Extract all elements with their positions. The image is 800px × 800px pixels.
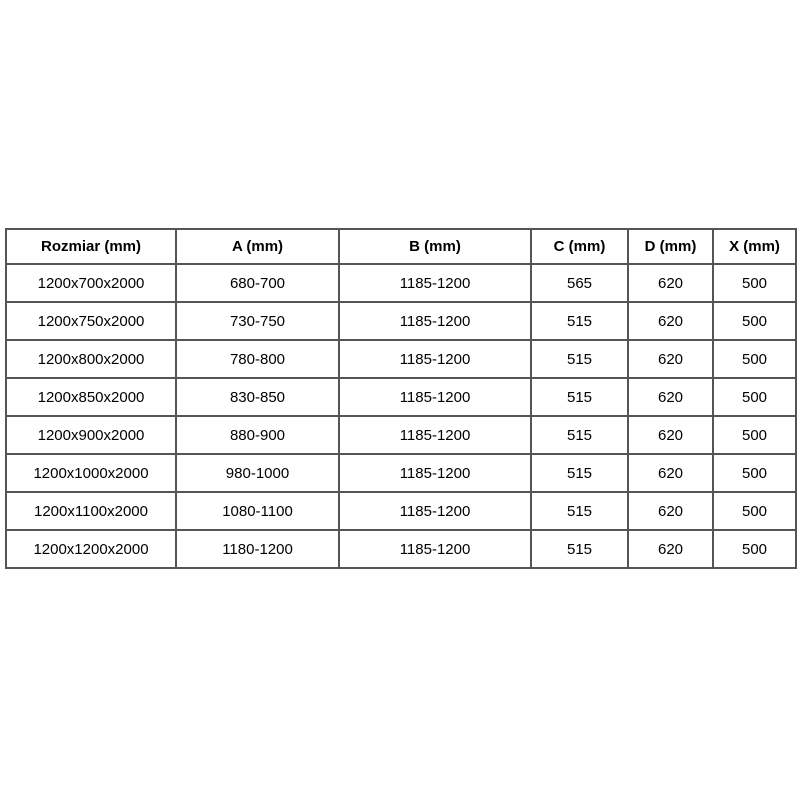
- column-header-c: C (mm): [531, 229, 628, 264]
- cell-x: 500: [713, 492, 796, 530]
- cell-d: 620: [628, 492, 713, 530]
- table-row: [6, 302, 796, 340]
- cell-d: 620: [628, 530, 713, 568]
- cell-a: 980-1000: [176, 454, 339, 492]
- cell-rozmiar: 1200x800x2000: [6, 340, 176, 378]
- cell-x: 500: [713, 454, 796, 492]
- cell-b: 1185-1200: [339, 340, 531, 378]
- cell-x: 500: [713, 378, 796, 416]
- cell-a: 780-800: [176, 340, 339, 378]
- column-header-rozmiar: Rozmiar (mm): [6, 229, 176, 264]
- cell-rozmiar: 1200x1000x2000: [6, 454, 176, 492]
- table-row: [6, 264, 796, 302]
- cell-d: 620: [628, 264, 713, 302]
- table-row: [6, 454, 796, 492]
- cell-b: 1185-1200: [339, 454, 531, 492]
- cell-b: 1185-1200: [339, 416, 531, 454]
- cell-a: 730-750: [176, 302, 339, 340]
- cell-rozmiar: 1200x850x2000: [6, 378, 176, 416]
- cell-c: 515: [531, 302, 628, 340]
- cell-rozmiar: 1200x750x2000: [6, 302, 176, 340]
- header-row: [6, 229, 796, 264]
- cell-d: 620: [628, 302, 713, 340]
- cell-a: 830-850: [176, 378, 339, 416]
- cell-a: 880-900: [176, 416, 339, 454]
- cell-x: 500: [713, 302, 796, 340]
- cell-c: 565: [531, 264, 628, 302]
- cell-d: 620: [628, 454, 713, 492]
- column-header-a: A (mm): [176, 229, 339, 264]
- column-header-d: D (mm): [628, 229, 713, 264]
- cell-x: 500: [713, 264, 796, 302]
- cell-c: 515: [531, 378, 628, 416]
- table-row: [6, 530, 796, 568]
- column-header-b: B (mm): [339, 229, 531, 264]
- cell-a: 680-700: [176, 264, 339, 302]
- table-row: [6, 492, 796, 530]
- cell-c: 515: [531, 492, 628, 530]
- cell-a: 1180-1200: [176, 530, 339, 568]
- cell-rozmiar: 1200x700x2000: [6, 264, 176, 302]
- table-row: [6, 340, 796, 378]
- cell-d: 620: [628, 340, 713, 378]
- cell-c: 515: [531, 530, 628, 568]
- cell-b: 1185-1200: [339, 530, 531, 568]
- table-row: [6, 378, 796, 416]
- cell-rozmiar: 1200x900x2000: [6, 416, 176, 454]
- size-spec-table-container: [5, 228, 795, 569]
- size-spec-table: [5, 228, 797, 569]
- cell-a: 1080-1100: [176, 492, 339, 530]
- cell-rozmiar: 1200x1100x2000: [6, 492, 176, 530]
- table-row: [6, 416, 796, 454]
- cell-x: 500: [713, 416, 796, 454]
- cell-rozmiar: 1200x1200x2000: [6, 530, 176, 568]
- cell-c: 515: [531, 454, 628, 492]
- cell-b: 1185-1200: [339, 302, 531, 340]
- cell-b: 1185-1200: [339, 492, 531, 530]
- cell-x: 500: [713, 340, 796, 378]
- cell-x: 500: [713, 530, 796, 568]
- cell-c: 515: [531, 416, 628, 454]
- cell-b: 1185-1200: [339, 378, 531, 416]
- cell-c: 515: [531, 340, 628, 378]
- cell-b: 1185-1200: [339, 264, 531, 302]
- column-header-x: X (mm): [713, 229, 796, 264]
- cell-d: 620: [628, 378, 713, 416]
- cell-d: 620: [628, 416, 713, 454]
